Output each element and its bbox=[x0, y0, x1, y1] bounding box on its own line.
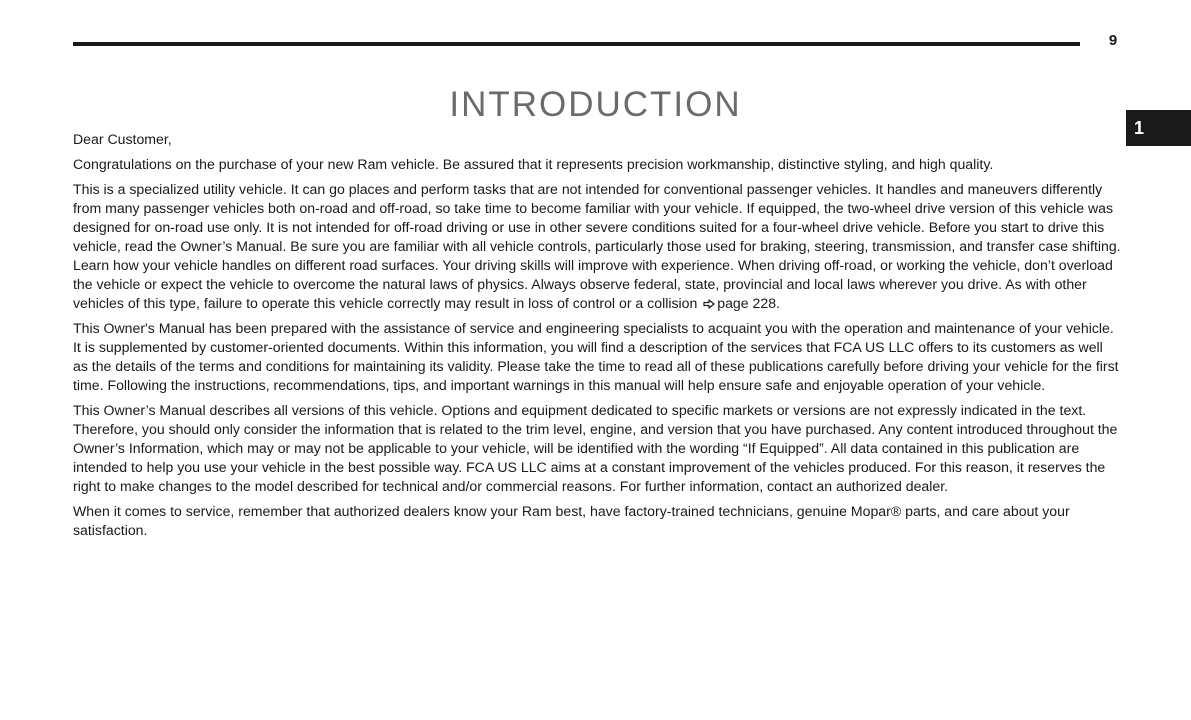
paragraph-service: When it comes to service, remember that authorized dealers know your Ram best, have factory-trained technicians, genuine Mopar® parts, and care about your satisfaction. bbox=[73, 503, 1070, 538]
section-title: INTRODUCTION bbox=[449, 85, 742, 125]
paragraph-versions: This Owner’s Manual describes all versions of this vehicle. Options and equipment dedicated to specific markets or versions are not expressly indicated in the text. Therefore, you should only consider the information that is related to the trim level, engine, and version that you have purchased. Any content introduced throughout the Owner’s Information, which may or may not be applicable to your vehicle, will be identified with the wording “If Equipped”. All data contained in this publication are intended to help you use your vehicle in the best possible way. FCA US LLC aims at a constant improvement of the vehicles produced. For this reason, it reserves the right to make changes to the model described for technical and/or commercial reasons. For further information, contact an authorized dealer. bbox=[73, 402, 1118, 494]
paragraph-utility-vehicle-text: This is a specialized utility vehicle. It can go places and perform tasks that are not intended for conventional passenger vehicles. It handles and maneuvers differently from many passenger vehicles both on-road and off-road, so take time to become familiar with your vehicle. If equipped, the two-wheel drive version of this vehicle was designed for on-road use only. It is not intended for off-road driving or use in other severe conditions suited for a four-wheel drive vehicle. Before you start to drive this vehicle, read the Owner’s Manual. Be sure you are familiar with all vehicle controls, particularly those used for braking, steering, transmission, and transfer case shifting. Learn how your vehicle handles on different road surfaces. Your driving skills will improve with experience. When driving off-road, or working the vehicle, don’t overload the vehicle or expect the vehicle to overcome the natural laws of physics. Always observe federal, state, provincial and local laws wherever you drive. As with other vehicles of this type, failure to operate this vehicle correctly may result in loss of control or a collision bbox=[73, 181, 1121, 311]
arrow-right-icon bbox=[703, 295, 715, 305]
salutation: Dear Customer, bbox=[73, 131, 172, 147]
header-rule bbox=[73, 42, 1080, 46]
paragraph-utility-vehicle bbox=[73, 180, 1121, 313]
page-number: 9 bbox=[1108, 32, 1118, 49]
paragraph-congratulations: Congratulations on the purchase of your new Ram vehicle. Be assured that it represents precision workmanship, distinctive styling, and high quality. bbox=[73, 156, 994, 172]
page-reference-link[interactable]: page 228. bbox=[717, 295, 780, 311]
chapter-tab[interactable]: 1 bbox=[1126, 110, 1191, 146]
paragraph-owners-manual: This Owner's Manual has been prepared with the assistance of service and engineering specialists to acquaint you with the operation and maintenance of your vehicle. It is supplemented by customer-oriented documents. Within this information, you will find a description of the services that FCA US LLC offers to its customers as well as the details of the terms and conditions for maintaining its validity. Please take the time to read all of these publications carefully before driving your vehicle for the first time. Following the instructions, recommendations, tips, and important warnings in this manual will help ensure safe and enjoyable operation of your vehicle. bbox=[73, 320, 1119, 393]
introduction-body bbox=[73, 130, 1121, 546]
